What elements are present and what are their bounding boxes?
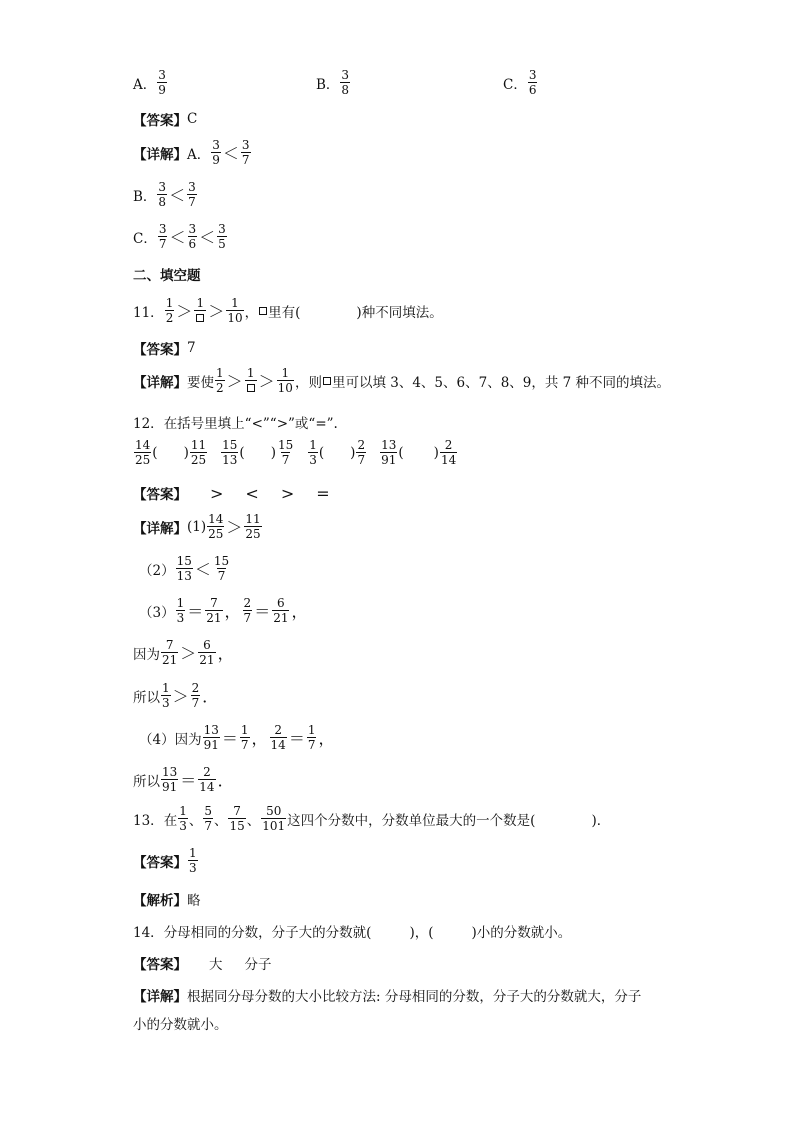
q12-answer: 【答案】 > < > = <box>133 483 330 503</box>
q12-detail-2: （2） $\frac{15}{13}$ ＜ $\frac{15}{7}$ <box>139 554 230 583</box>
q11-answer: 【答案】 7 <box>133 340 196 358</box>
fraction: $\frac{2}{14}$ <box>270 723 286 752</box>
relation-symbol: ＝ <box>221 729 238 748</box>
fraction: $\frac{3}{7}$ <box>188 180 196 209</box>
fraction: $\frac{14}{25}$ <box>208 512 224 541</box>
fraction: $\frac{3}{8}$ <box>158 180 167 209</box>
q12-detail-5: 所以 $\frac{1}{3}$ ＞ $\frac{2}{7}$ ． <box>133 681 219 710</box>
fraction: $\frac{3}{6}$ <box>188 222 197 251</box>
q10-answer: 【答案】 C <box>133 111 198 129</box>
choice-c: C． $\frac{3}{6}$ <box>503 68 537 97</box>
q13-analysis: 【解析】 略 <box>133 893 201 909</box>
q13-answer: 【答案】 $\frac{1}{3}$ <box>133 846 197 875</box>
relation-symbol: ， <box>251 729 268 748</box>
relation-symbol: ＝ <box>180 771 197 790</box>
relation-symbol: ＜ <box>222 144 239 163</box>
q14-detail: 【详解】 根据同分母分数的大小比较方法: 分母相同的分数，分子大的分数就大，分子 <box>133 989 642 1005</box>
q14-stem: 14． 分母相同的分数，分子大的分数就( )，( )小的分数就小。 <box>133 925 572 941</box>
q10-detail-c: C． $\frac{3}{7}$ ＜ $\frac{3}{6}$ ＜ $\frac{3}{5}$ <box>133 222 226 251</box>
relation-symbol: ＜ <box>199 228 216 247</box>
q13-stem: 13． 在 $\frac{1}{3}$ 、 $\frac{5}{7}$ 、 $\frac{7}{15}$ 、 $\frac{50}{101}$ 这四个分数中，分数单位最大的一个数是( )． <box>133 804 611 833</box>
square-placeholder <box>196 314 204 322</box>
q14-detail-cont: 小的分数就小。 <box>133 1017 228 1033</box>
relation-symbol: ＝ <box>187 602 204 621</box>
square-placeholder <box>259 307 267 315</box>
q12-detail-6: （4）因为 $\frac{13}{91}$ ＝ $\frac{1}{7}$ ， $\frac{2}{14}$ ＝ $\frac{1}{7}$ ， <box>139 723 335 752</box>
relation-symbol: ＞ <box>172 687 189 706</box>
relation-symbol: ， <box>291 602 308 621</box>
q11-stem: 11． $\frac{1}{2}$ ＞ 1 ＞ $\frac{1}{10}$ ， 里有( )种不同填法。 <box>133 296 443 325</box>
choice-a: A． $\frac{3}{9}$ <box>133 68 166 97</box>
fraction: $\frac{2}{14}$ <box>199 765 215 794</box>
fraction: $\frac{7}{21}$ <box>206 596 222 625</box>
relation-symbol: ． <box>217 771 234 790</box>
fraction: $\frac{3}{5}$ <box>218 222 226 251</box>
q12-detail-3: （3） $\frac{1}{3}$ ＝ $\frac{7}{21}$ ， $\frac{2}{7}$ ＝ $\frac{6}{21}$ ， <box>139 596 308 625</box>
fraction: $\frac{2}{7}$ <box>191 681 200 710</box>
relation-symbol: ＝ <box>254 602 271 621</box>
fraction: $\frac{3}{8}$ <box>341 68 350 97</box>
fraction: $\frac{3}{6}$ <box>528 68 537 97</box>
relation-symbol: ＞ <box>226 518 243 537</box>
fraction: $\frac{15}{7}$ <box>213 554 230 583</box>
fraction: $\frac{13}{91}$ <box>162 765 178 794</box>
relation-symbol: ， <box>318 729 335 748</box>
fraction: $\frac{3}{7}$ <box>241 138 250 167</box>
square-placeholder <box>323 377 331 385</box>
q10-detail-b: B． $\frac{3}{8}$ ＜ $\frac{3}{7}$ <box>133 180 196 209</box>
q14-answer: 【答案】 大 分子 <box>133 957 272 973</box>
fraction: $\frac{3}{9}$ <box>158 68 166 97</box>
fraction: $\frac{1}{3}$ <box>162 681 170 710</box>
fraction: $\frac{6}{21}$ <box>273 596 289 625</box>
q11-detail: 【详解】 要使 $\frac{1}{2}$ ＞ 1 ＞ $\frac{1}{10}$ ，则 里可以填 3、4、5、6、7、8、9，共 7 种不同的填法。 <box>133 366 671 395</box>
relation-symbol: ＞ <box>180 644 197 663</box>
fraction: $\frac{3}{7}$ <box>158 222 167 251</box>
q12-detail-7: 所以 $\frac{13}{91}$ ＝ $\frac{2}{14}$ ． <box>133 765 234 794</box>
q12-pairs: $\frac{14}{25}$ ( ) $\frac{11}{25}$ $\frac{15}{13}$ ( ) $\frac{15}{7}$ $\frac{1}{3}$ ( ) $\frac{2}{7}$ $\frac{13}{91}$ ( ) $\frac{2}{14}$ <box>135 438 457 467</box>
fraction: $\frac{6}{21}$ <box>199 638 215 667</box>
q12-detail-1: 【详解】 (1) $\frac{14}{25}$ ＞ $\frac{11}{25}$ <box>133 512 261 541</box>
relation-symbol: ＝ <box>288 729 305 748</box>
relation-symbol: ＜ <box>169 228 186 247</box>
relation-symbol: ＜ <box>194 560 211 579</box>
relation-symbol: ＜ <box>169 186 186 205</box>
fraction: $\frac{2}{7}$ <box>243 596 252 625</box>
relation-symbol: ． <box>202 687 219 706</box>
fraction: $\frac{13}{91}$ <box>203 723 219 752</box>
q12-detail-4: 因为 $\frac{7}{21}$ ＞ $\frac{6}{21}$ ， <box>133 638 234 667</box>
relation-symbol: ， <box>217 644 234 663</box>
relation-symbol: ， <box>224 602 241 621</box>
choice-b: B． $\frac{3}{8}$ <box>316 68 350 97</box>
fraction: $\frac{1}{3}$ <box>176 596 185 625</box>
section-heading: 二、填空题 <box>133 268 201 284</box>
q12-stem: 12． 在括号里填上“<”“>”或“=”. <box>133 416 338 432</box>
fraction: $\frac{7}{21}$ <box>162 638 178 667</box>
fraction: $\frac{1}{7}$ <box>240 723 249 752</box>
fraction: $\frac{11}{25}$ <box>245 512 261 541</box>
fraction: $\frac{1}{7}$ <box>307 723 316 752</box>
fraction: $\frac{15}{13}$ <box>176 554 192 583</box>
fraction: $\frac{3}{9}$ <box>212 138 220 167</box>
q10-detail-a: 【详解】 A． $\frac{3}{9}$ ＜ $\frac{3}{7}$ <box>133 138 250 167</box>
